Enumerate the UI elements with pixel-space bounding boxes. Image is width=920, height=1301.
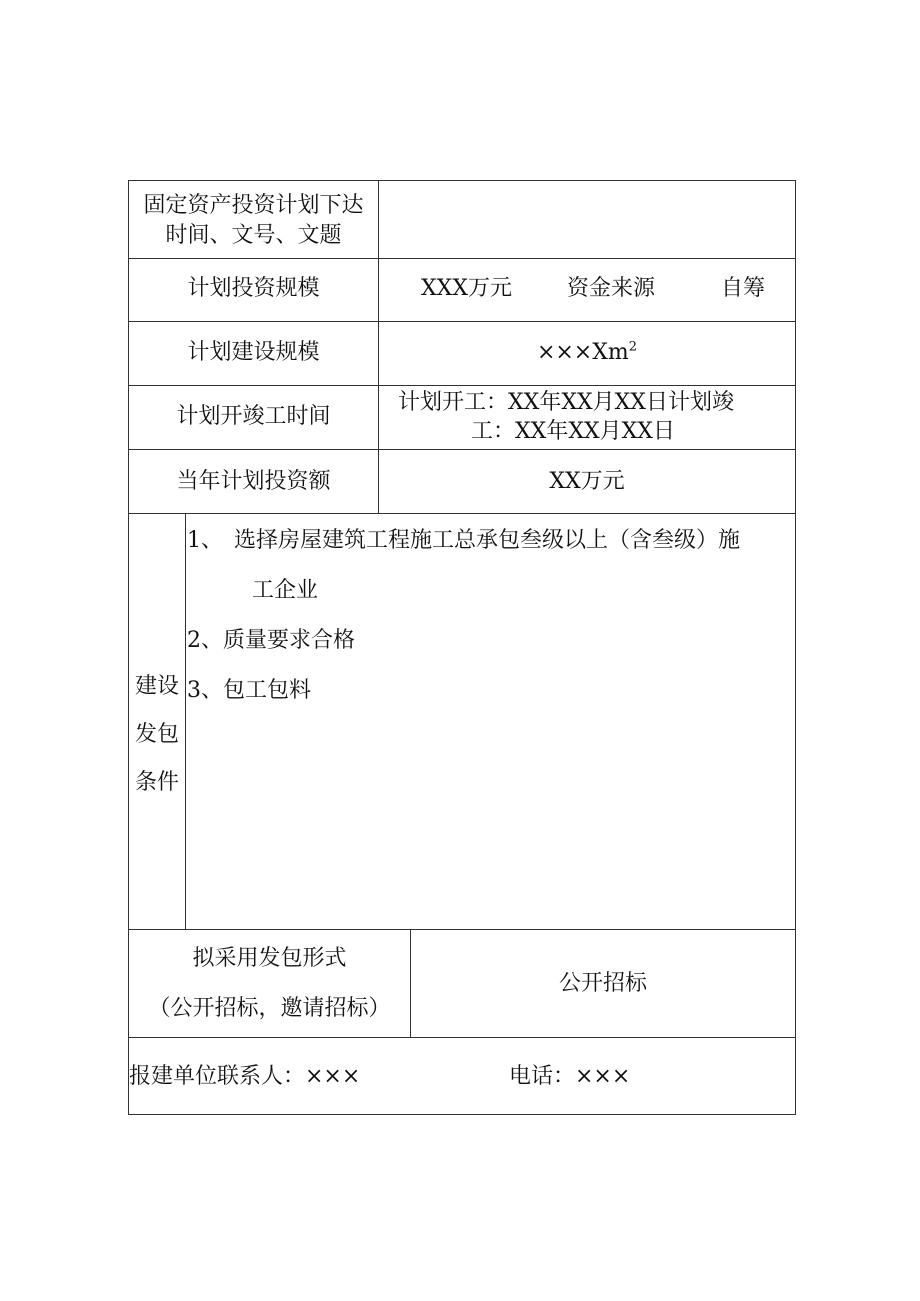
condition-item: 1、 选择房屋建筑工程施工总承包叁级以上（含叁级）施 xyxy=(187,528,740,553)
row-divider xyxy=(129,449,795,450)
conditions-label-1: 建设 xyxy=(134,674,179,699)
approval-label-line1: 固定资产投资计划下达 xyxy=(143,193,364,218)
row-divider xyxy=(129,513,795,514)
schedule-value-line1: 计划开工：XX年XX月XX日计划竣 xyxy=(398,390,734,415)
contact-person: 报建单位联系人：××× xyxy=(129,1064,361,1089)
contract-form-label-line2: （公开招标，邀请招标） xyxy=(148,996,391,1021)
row-divider xyxy=(129,929,795,930)
investment-scale-label: 计划投资规模 xyxy=(187,276,320,301)
area-unit-superscript: 2 xyxy=(628,339,638,355)
approval-label-line2: 时间、文号、文题 xyxy=(165,223,342,248)
contract-form-value: 公开招标 xyxy=(558,971,647,996)
row-divider xyxy=(129,258,795,259)
column-divider xyxy=(185,513,186,929)
row-divider xyxy=(129,1037,795,1038)
conditions-label-3: 条件 xyxy=(134,770,179,795)
annual-investment-label: 当年计划投资额 xyxy=(176,469,331,494)
row-divider xyxy=(129,321,795,322)
condition-item: 2、质量要求合格 xyxy=(187,628,355,653)
row-divider xyxy=(129,385,795,386)
construction-scale-value xyxy=(379,337,795,369)
fund-source-label: 资金来源 xyxy=(567,276,656,301)
condition-item: 工企业 xyxy=(252,578,319,603)
conditions-label-2: 发包 xyxy=(134,722,179,747)
annual-investment-value: XX万元 xyxy=(549,469,625,494)
schedule-label: 计划开竣工时间 xyxy=(176,404,331,429)
investment-amount: XXX万元 xyxy=(421,276,512,301)
schedule-value-line2: 工：XX年XX月XX日 xyxy=(471,419,675,444)
fund-source-value: 自筹 xyxy=(721,276,766,301)
condition-item: 3、包工包料 xyxy=(187,678,311,703)
construction-scale-label: 计划建设规模 xyxy=(187,340,320,365)
construction-scale-number: ×××Xm xyxy=(536,340,629,365)
contract-form-label-line1: 拟采用发包形式 xyxy=(192,946,347,971)
contract-form-table xyxy=(128,180,796,1115)
contact-phone: 电话：××× xyxy=(509,1064,631,1089)
